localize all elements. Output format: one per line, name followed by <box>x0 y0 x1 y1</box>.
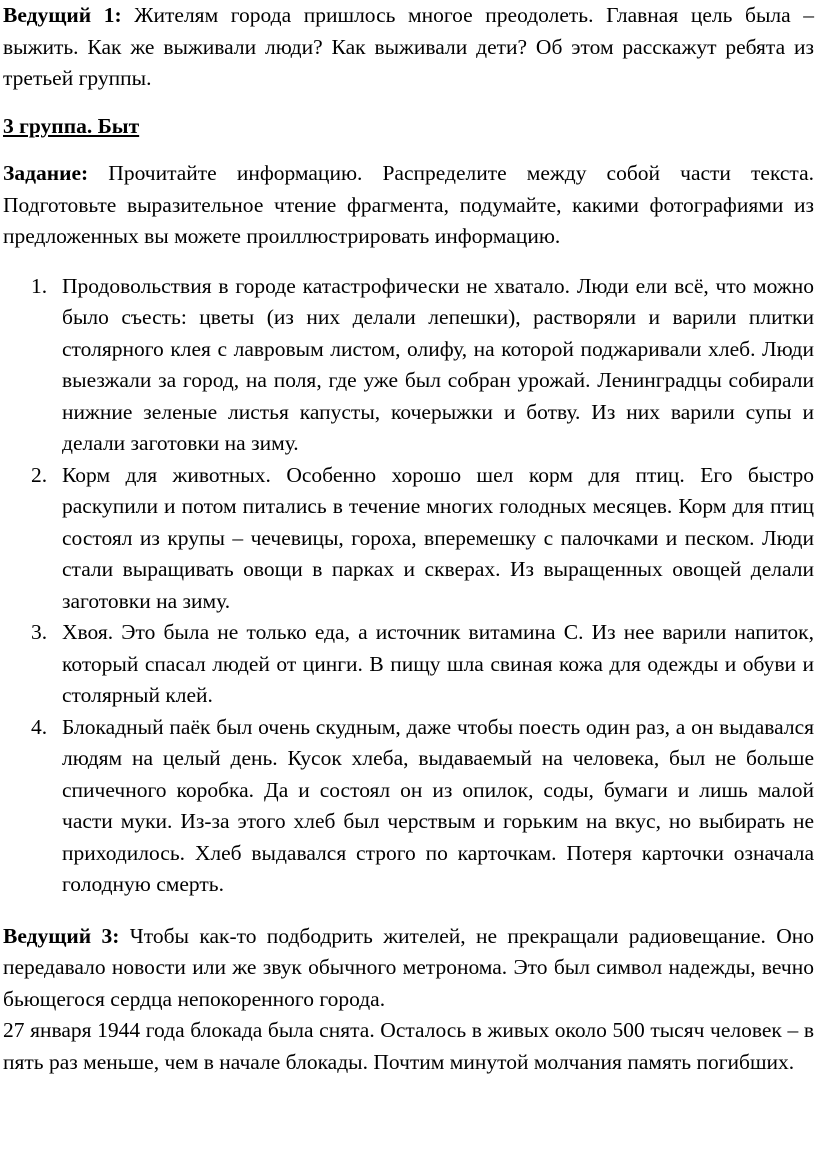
list-item-text: Корм для животных. Особенно хорошо шел корм для птиц. Его быстро раскупили и потом питались в течение многих голодных месяцев. Корм для птиц состоял из крупы – чечевицы, гороха, вперемешку с палочками и песком. Люди стали выращивать овощи в парках и скверах. Из выращенных овощей делали заготовки на зиму. <box>62 462 814 613</box>
outro-text: Чтобы как-то подбодрить жителей, не прекращали радиовещание. Оно передавало новости или же звук обычного метронома. Это был символ надежды, вечно бьющегося сердца непокоренного города. <box>3 923 815 1011</box>
numbered-list <box>3 271 814 901</box>
list-item-number: 4. <box>31 714 48 739</box>
list-item <box>3 712 814 901</box>
list-item-text: Блокадный паёк был очень скудным, даже чтобы поесть один раз, а он выдавался людям на целый день. Кусок хлеба, выдаваемый на человека, был не больше спичечного коробка. Да и состоял он из опилок, соды, бумаги и лишь малой части муки. Из-за этого хлеб был черствым и горьким на вкус, но выбирать не приходилось. Хлеб выдавался строго по карточкам. Потеря карточки означала голодную смерть. <box>62 714 814 896</box>
intro-paragraph <box>3 0 814 95</box>
list-item <box>3 271 814 460</box>
list-item-number: 2. <box>31 462 48 487</box>
outro-speaker-label: Ведущий 3: <box>3 923 120 948</box>
list-item-text: Продовольствия в городе катастрофически не хватало. Люди ели всё, что можно было съесть: цветы (из них делали лепешки), растворяли и варили плитки столярного клея с лавровым листом, олифу, на которой поджаривали хлеб. Люди выезжали за город, на поля, где уже был собран урожай. Ленинградцы собирали нижние зеленые листья капусты, кочерыжки и ботву. Из них варили супы и делали заготовки на зиму. <box>62 273 814 455</box>
group-title: 3 группа. Быт <box>3 113 140 138</box>
list-item-number: 3. <box>31 620 48 644</box>
closing-paragraph: 27 января 1944 года блокада была снята. Осталось в живых около 500 тысяч человек – в пять раз меньше, чем в начале блокады. Почтим минутой молчания память погибших. <box>3 1018 814 1074</box>
outro-paragraph <box>3 921 814 1016</box>
list-item <box>3 617 814 712</box>
task-paragraph <box>3 158 814 253</box>
list-item-number: 1. <box>31 273 48 298</box>
task-label: Задание: <box>3 161 89 185</box>
list-item-text: Хвоя. Это была не только еда, а источник витамина С. Из нее варили напиток, который спасал людей от цинги. В пищу шла свиная кожа для одежды и обуви и столярный клей. <box>62 620 814 707</box>
intro-text: Жителям города пришлось многое преодолеть. Главная цель была – выжить. Как же выживали люди? Как выживали дети? Об этом расскажут ребята из третьей группы. <box>3 3 814 90</box>
list-item <box>3 460 814 618</box>
task-text: Прочитайте информацию. Распределите между собой части текста. Подготовьте выразительное чтение фрагмента, подумайте, какими фотографиями из предложенных вы можете проиллюстрировать информацию. <box>3 161 814 248</box>
intro-speaker-label: Ведущий 1: <box>3 3 122 27</box>
